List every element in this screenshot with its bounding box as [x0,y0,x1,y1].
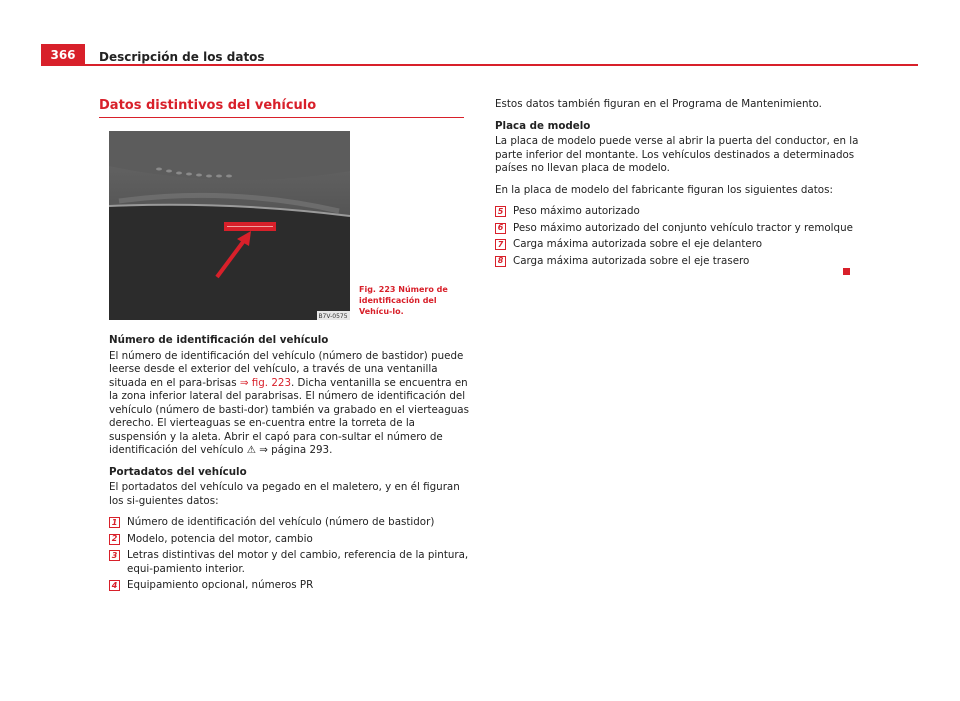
section-rule [99,117,464,118]
windshield-photo [109,131,350,320]
item-text: Equipamiento opcional, números PR [127,579,314,591]
item-number-badge: 1 [109,517,120,528]
list-item [109,533,469,547]
list-item [109,516,469,530]
section-title: Datos distintivos del vehículo [99,98,317,113]
item-text: Modelo, potencia del motor, cambio [127,532,313,545]
list-item [109,579,469,593]
item-number-badge: 6 [495,223,506,234]
list-item [495,222,860,236]
left-column [109,334,469,596]
vin-paragraph [109,350,469,458]
page-reference-link[interactable]: ⇒ página 293. [255,444,333,456]
item-text: Peso máximo autorizado [513,205,640,217]
figure-code: B7V-0575 [318,313,348,320]
portadatos-heading: Portadatos del vehículo [109,465,247,478]
item-number-badge: 8 [495,256,506,267]
plate-heading: Placa de modelo [495,119,591,132]
vin-heading: Número de identificación del vehículo [109,334,329,346]
item-number-badge: 7 [495,239,506,250]
list-item [109,549,469,576]
page-title: Descripción de los datos [99,50,265,64]
item-number-badge: 4 [109,580,120,591]
item-text: Peso máximo autorizado del conjunto vehículo tractor y remolque [513,221,853,234]
maintenance-note: Estos datos también figuran en el Programa de Mantenimiento. [495,98,822,110]
section-end-marker [843,268,850,275]
warning-icon: ⚠ [246,444,256,456]
item-text: Número de identificación del vehículo (número de bastidor) [127,516,435,528]
figure-caption: Fig. 223 Número de identificación del Vehícu-lo. [359,285,448,316]
page-number: 366 [41,44,85,66]
vin-text-1: El número de identificación del vehículo (número de bastidor) puede leerse desde el exterior del vehículo, a través de una ventanilla situada en el para-brisas [109,349,464,389]
item-text: Letras distintivas del motor y del cambio, referencia de la pintura, equi-pamiento interior. [127,549,469,575]
item-text: Carga máxima autorizada sobre el eje trasero [513,254,750,267]
list-item [495,238,860,252]
portadatos-paragraph: El portadatos del vehículo va pegado en el maletero, y en él figuran los si-guientes datos: [109,481,460,507]
plate-paragraph: La placa de modelo puede verse al abrir la puerta del conductor, en la parte inferior del montante. Los vehículos destinados a determinados países no llevan placa de modelo. [495,135,859,174]
vin-text-2: . Dicha ventanilla se encuentra en la zona inferior lateral del parabrisas. El número de identificación del vehículo (número de basti-dor) también va grabado en el vierteaguas derecho. El vierteaguas se en-cuentra entre la torreta de la suspensión y la aleta. Abrir el capó para con-sultar el número de identificación del vehículo [109,376,469,456]
item-number-badge: 2 [109,534,120,545]
plate-list-intro: En la placa de modelo del fabricante figuran los siguientes datos: [495,183,833,196]
list-item [495,205,860,219]
item-text: Carga máxima autorizada sobre el eje delantero [513,238,763,250]
list-item [495,255,860,269]
header-rule [41,64,918,66]
figure-reference-link[interactable]: ⇒ fig. 223 [239,376,291,389]
item-number-badge: 3 [109,550,120,561]
right-column [495,98,860,271]
item-number-badge: 5 [495,206,506,217]
